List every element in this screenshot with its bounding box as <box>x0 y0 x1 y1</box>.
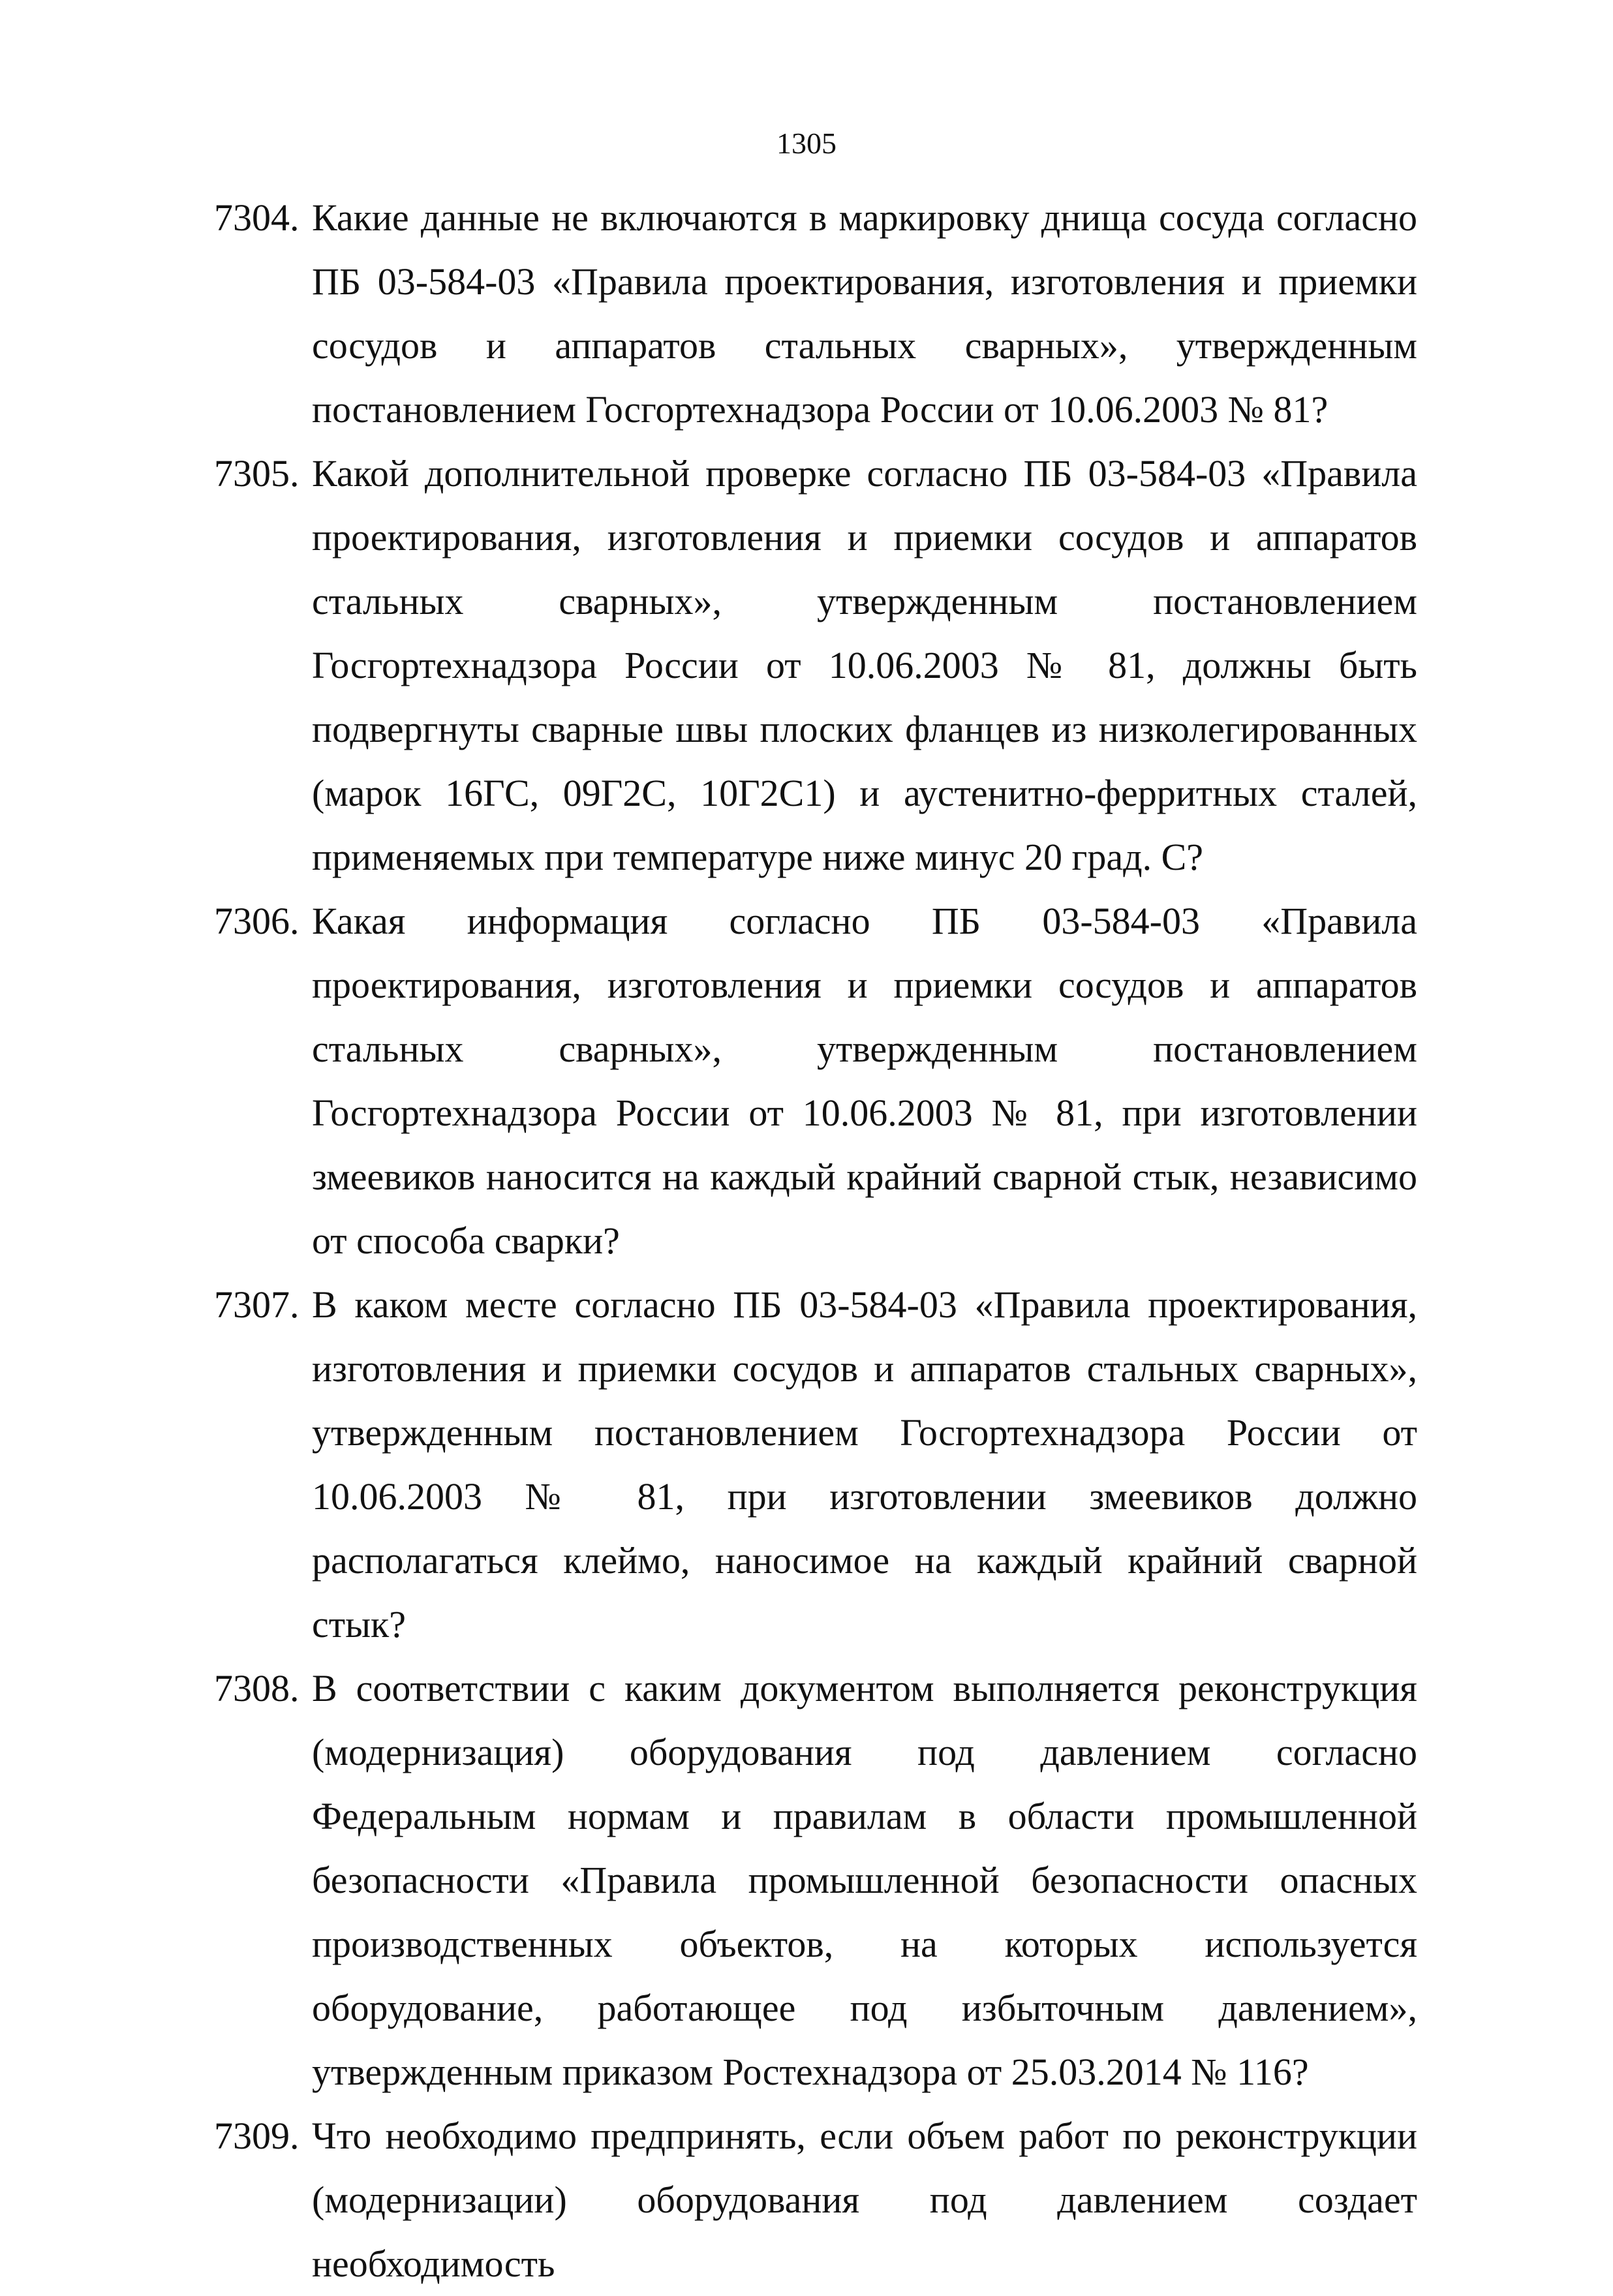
question-number: 7307. <box>214 1283 300 1326</box>
question-text: В каком месте согласно ПБ 03-584-03 «Правила проектирования, изготовления и приемки сосудов и аппаратов стальных сварных», утвержденным постановлением Госгортехнадзора России от 10.06.2003 № 81, при изготовлении змеевиков должно располагаться клеймо, наносимое на каждый крайний сварной стык? <box>312 1283 1417 1645</box>
question-list <box>214 186 1417 2296</box>
question-item <box>214 889 1417 1273</box>
question-number: 7304. <box>214 196 300 239</box>
page-number: 1305 <box>776 127 837 160</box>
question-item <box>214 1657 1417 2104</box>
question-item <box>214 442 1417 889</box>
question-text: Какой дополнительной проверке согласно ПБ 03-584-03 «Правила проектирования, изготовления и приемки сосудов и аппаратов стальных сварных», утвержденным постановлением Госгортехнадзора России от 10.06.2003 № 81, должны быть подвергнуты сварные швы плоских фланцев из низколегированных (марок 16ГС, 09Г2С, 10Г2С1) и аустенитно-ферритных сталей, применяемых при температуре ниже минус 20 град. С? <box>312 452 1417 878</box>
question-text: Что необходимо предпринять, если объем работ по реконструкции (модернизации) оборудования под давлением создает необходимость <box>312 2115 1417 2285</box>
question-number: 7309. <box>214 2115 300 2157</box>
question-item <box>214 2104 1417 2296</box>
question-item <box>214 1273 1417 1657</box>
question-number: 7305. <box>214 452 300 495</box>
question-text: В соответствии с каким документом выполняется реконструкция (модернизация) оборудования под давлением согласно Федеральным нормам и правилам в области промышленной безопасности «Правила промышленной безопасности опасных производственных объектов, на которых используется оборудование, работающее под избыточным давлением», утвержденным приказом Ростехнадзора от 25.03.2014 № 116? <box>312 1667 1417 2093</box>
question-number: 7306. <box>214 900 300 942</box>
question-number: 7308. <box>214 1667 300 1709</box>
question-text: Какая информация согласно ПБ 03-584-03 «Правила проектирования, изготовления и приемки сосудов и аппаратов стальных сварных», утвержденным постановлением Госгортехнадзора России от 10.06.2003 № 81, при изготовлении змеевиков наносится на каждый крайний сварной стык, независимо от способа сварки? <box>312 900 1417 1262</box>
question-item <box>214 186 1417 442</box>
question-text: Какие данные не включаются в маркировку днища сосуда согласно ПБ 03-584-03 «Правила проектирования, изготовления и приемки сосудов и аппаратов стальных сварных», утвержденным постановлением Госгортехнадзора России от 10.06.2003 № 81? <box>312 196 1417 431</box>
